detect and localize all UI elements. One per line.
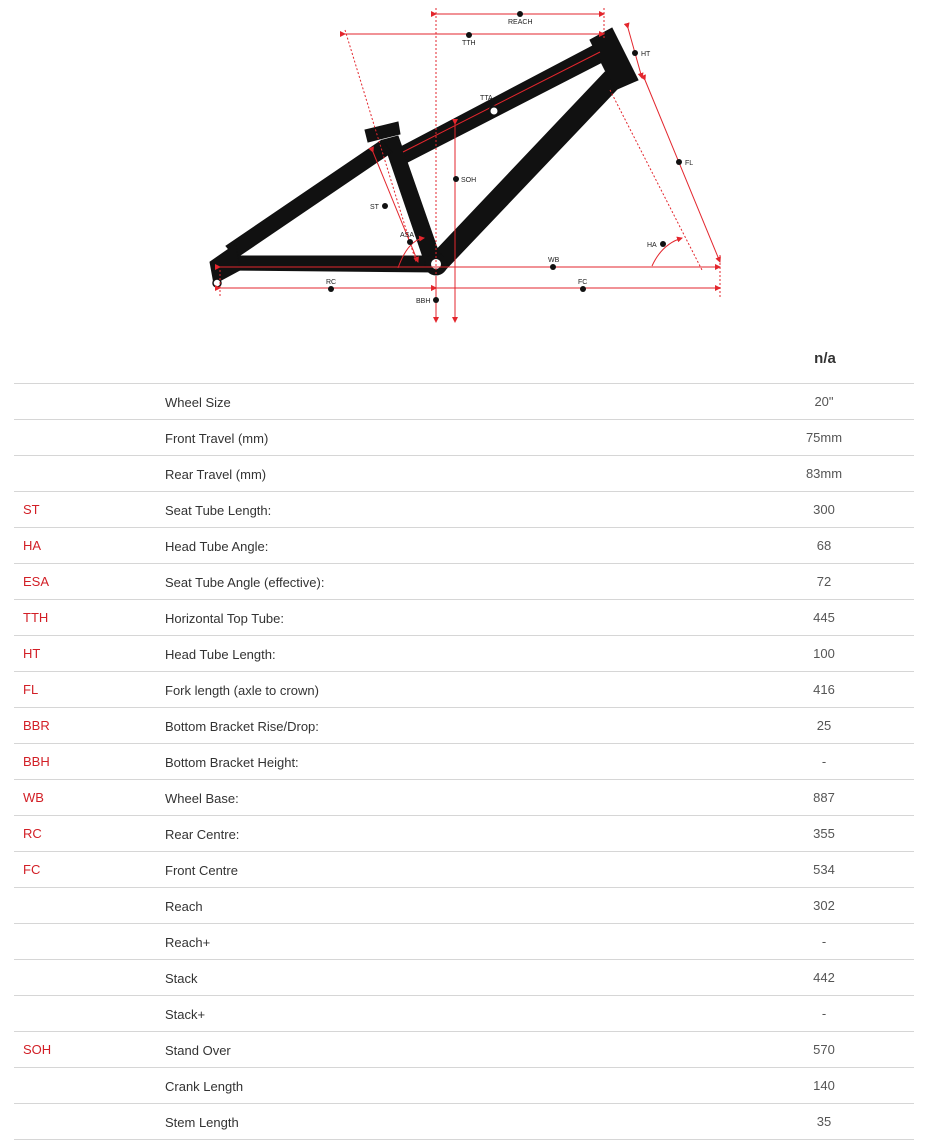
- table-row: [14, 420, 914, 456]
- table-row: [14, 492, 914, 528]
- geometry-diagram: [0, 0, 931, 335]
- row-value: 416: [813, 682, 835, 697]
- row-value: 140: [813, 1078, 835, 1093]
- row-label: Stack: [165, 971, 198, 986]
- row-value: 355: [813, 826, 835, 841]
- row-code: TTH: [23, 610, 49, 625]
- label-reach: REACH: [508, 19, 533, 26]
- label-wb: WB: [548, 257, 560, 264]
- row-value: 302: [813, 898, 835, 913]
- row-code: FC: [23, 862, 41, 877]
- label-ht: HT: [641, 51, 651, 58]
- label-rc: RC: [326, 279, 337, 286]
- table-row: [14, 852, 914, 888]
- row-label: Head Tube Angle:: [165, 539, 269, 554]
- table-row: [14, 564, 914, 600]
- row-label: Stem Length: [165, 1115, 239, 1130]
- table-row: [14, 528, 914, 564]
- row-label: Head Tube Length:: [165, 647, 276, 662]
- row-label: Front Centre: [165, 863, 238, 878]
- row-code: FL: [23, 682, 39, 697]
- row-code: BBH: [23, 754, 50, 769]
- row-value: 442: [813, 970, 835, 985]
- row-label: Seat Tube Angle (effective):: [165, 575, 325, 590]
- geometry-table: [14, 340, 914, 1140]
- row-value: 20": [814, 394, 834, 409]
- row-value: -: [821, 934, 827, 949]
- row-label: Bottom Bracket Height:: [165, 755, 299, 770]
- row-label: Seat Tube Length:: [165, 503, 272, 518]
- row-value: 83mm: [805, 466, 843, 481]
- label-asa: ASA: [400, 232, 415, 239]
- table-row: [14, 1104, 914, 1140]
- table-row: [14, 780, 914, 816]
- label-fc: FC: [578, 279, 588, 286]
- row-value: 300: [813, 502, 835, 517]
- table-row: [14, 1032, 914, 1068]
- row-value: 35: [816, 1114, 832, 1129]
- row-label: Horizontal Top Tube:: [165, 611, 284, 626]
- table-row: [14, 960, 914, 996]
- table-row: [14, 456, 914, 492]
- label-fl: FL: [685, 160, 694, 167]
- table-row: [14, 1068, 914, 1104]
- row-code: SOH: [23, 1042, 52, 1057]
- row-label: Wheel Size: [165, 395, 231, 410]
- label-soh: SOH: [461, 177, 477, 184]
- row-label: Fork length (axle to crown): [165, 683, 319, 698]
- row-code: RC: [23, 826, 42, 841]
- row-value: 100: [813, 646, 835, 661]
- table-row: [14, 816, 914, 852]
- row-label: Bottom Bracket Rise/Drop:: [165, 719, 319, 734]
- row-value: 887: [813, 790, 835, 805]
- row-label: Rear Centre:: [165, 827, 240, 842]
- table-row: [14, 600, 914, 636]
- row-code: HA: [23, 538, 42, 553]
- row-value: 72: [816, 574, 832, 589]
- table-row: [14, 744, 914, 780]
- row-label: Wheel Base:: [165, 791, 239, 806]
- size-column-header: n/a: [814, 350, 836, 367]
- table-row: [14, 996, 914, 1032]
- row-value: -: [821, 754, 827, 769]
- row-value: 25: [816, 718, 832, 733]
- row-value: -: [821, 1006, 827, 1021]
- table-row: [14, 636, 914, 672]
- row-code: WB: [23, 790, 44, 805]
- label-ha: HA: [647, 242, 657, 249]
- row-label: Reach+: [165, 935, 211, 950]
- label-tth: TTH: [462, 40, 476, 47]
- label-st: ST: [370, 204, 379, 211]
- row-code: ESA: [23, 574, 50, 589]
- row-label: Stand Over: [165, 1043, 231, 1058]
- row-label: Front Travel (mm): [165, 431, 269, 446]
- table-row: [14, 888, 914, 924]
- bike-frame: [210, 28, 638, 284]
- row-code: ST: [23, 502, 40, 517]
- row-code: HT: [23, 646, 41, 661]
- row-value: 570: [813, 1042, 835, 1057]
- table-body: [14, 383, 914, 1140]
- label-tta: TTA: [480, 95, 493, 102]
- row-label: Crank Length: [165, 1079, 244, 1094]
- frame-geometry-svg: [0, 0, 931, 335]
- row-label: Stack+: [165, 1007, 206, 1022]
- row-value: 75mm: [805, 430, 843, 445]
- row-label: Rear Travel (mm): [165, 467, 267, 482]
- table-row: [14, 384, 914, 420]
- row-label: Reach: [165, 899, 203, 914]
- row-value: 68: [816, 538, 832, 553]
- row-value: 534: [813, 862, 835, 877]
- row-code: BBR: [23, 718, 50, 733]
- table-header: [14, 340, 914, 383]
- label-bbh: BBH: [416, 298, 431, 305]
- table-row: [14, 672, 914, 708]
- table-row: [14, 924, 914, 960]
- table-row: [14, 708, 914, 744]
- row-value: 445: [813, 610, 835, 625]
